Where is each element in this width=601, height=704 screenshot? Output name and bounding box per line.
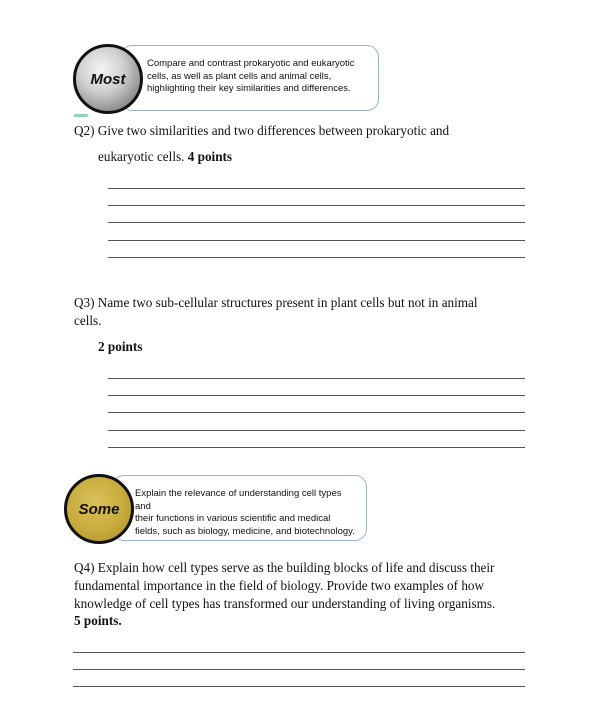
badge-some [64, 474, 134, 544]
answer-line[interactable] [73, 652, 525, 653]
objective-most-line-1: Compare and contrast prokaryotic and eukaryotic [147, 58, 355, 69]
q2-points: 4 points [187, 149, 233, 164]
answer-line[interactable] [108, 188, 525, 189]
objective-box-some [112, 475, 367, 541]
q4-points: 5 points. [74, 613, 122, 628]
answer-line[interactable] [108, 430, 525, 431]
objective-some-line-2: their functions in various scientific and medical [135, 513, 331, 524]
answer-line[interactable] [108, 378, 525, 379]
q4-answer-lines[interactable] [73, 652, 525, 704]
q4-text-line-1: Q4) Explain how cell types serve as the building blocks of life and discuss their [74, 560, 495, 575]
q3-points: 2 points [98, 339, 143, 354]
answer-line[interactable] [108, 395, 525, 396]
objective-most-line-3: highlighting their key similarities and differences. [147, 83, 351, 94]
q2-text-line-2 [98, 148, 232, 166]
q2-answer-lines[interactable] [108, 188, 525, 274]
q2-text-line-2-body: eukaryotic cells. [98, 149, 188, 164]
answer-line[interactable] [108, 447, 525, 448]
objective-some-line-3: fields, such as biology, medicine, and biotechnology. [135, 525, 355, 537]
q4-text-line-3: knowledge of cell types has transformed our understanding of living organisms. [74, 596, 496, 611]
answer-line[interactable] [73, 669, 525, 670]
q3-answer-lines[interactable] [108, 378, 525, 464]
objective-most-line-2: cells, as well as plant cells and animal cells, [147, 70, 332, 82]
answer-line[interactable] [108, 257, 525, 258]
answer-line[interactable] [108, 205, 525, 206]
objective-some-line-1: Explain the relevance of understanding cell types and [135, 488, 342, 512]
q3-text-line-2: cells. [74, 313, 102, 328]
badge-some-label: Some [78, 500, 120, 518]
badge-most [73, 44, 143, 114]
objective-box-most [120, 45, 379, 111]
answer-line[interactable] [108, 222, 525, 223]
answer-line[interactable] [73, 686, 525, 687]
q2-text-line-1: Q2) Give two similarities and two differences between prokaryotic and [74, 123, 450, 138]
badge-most-label: Most [90, 70, 126, 88]
answer-line[interactable] [108, 240, 525, 241]
q3-text-line-1: Q3) Name two sub-cellular structures present in plant cells but not in animal [74, 295, 478, 310]
accent-mark [73, 114, 89, 117]
q4-text-line-2: fundamental importance in the field of biology. Provide two examples of how [74, 578, 485, 593]
answer-line[interactable] [108, 412, 525, 413]
